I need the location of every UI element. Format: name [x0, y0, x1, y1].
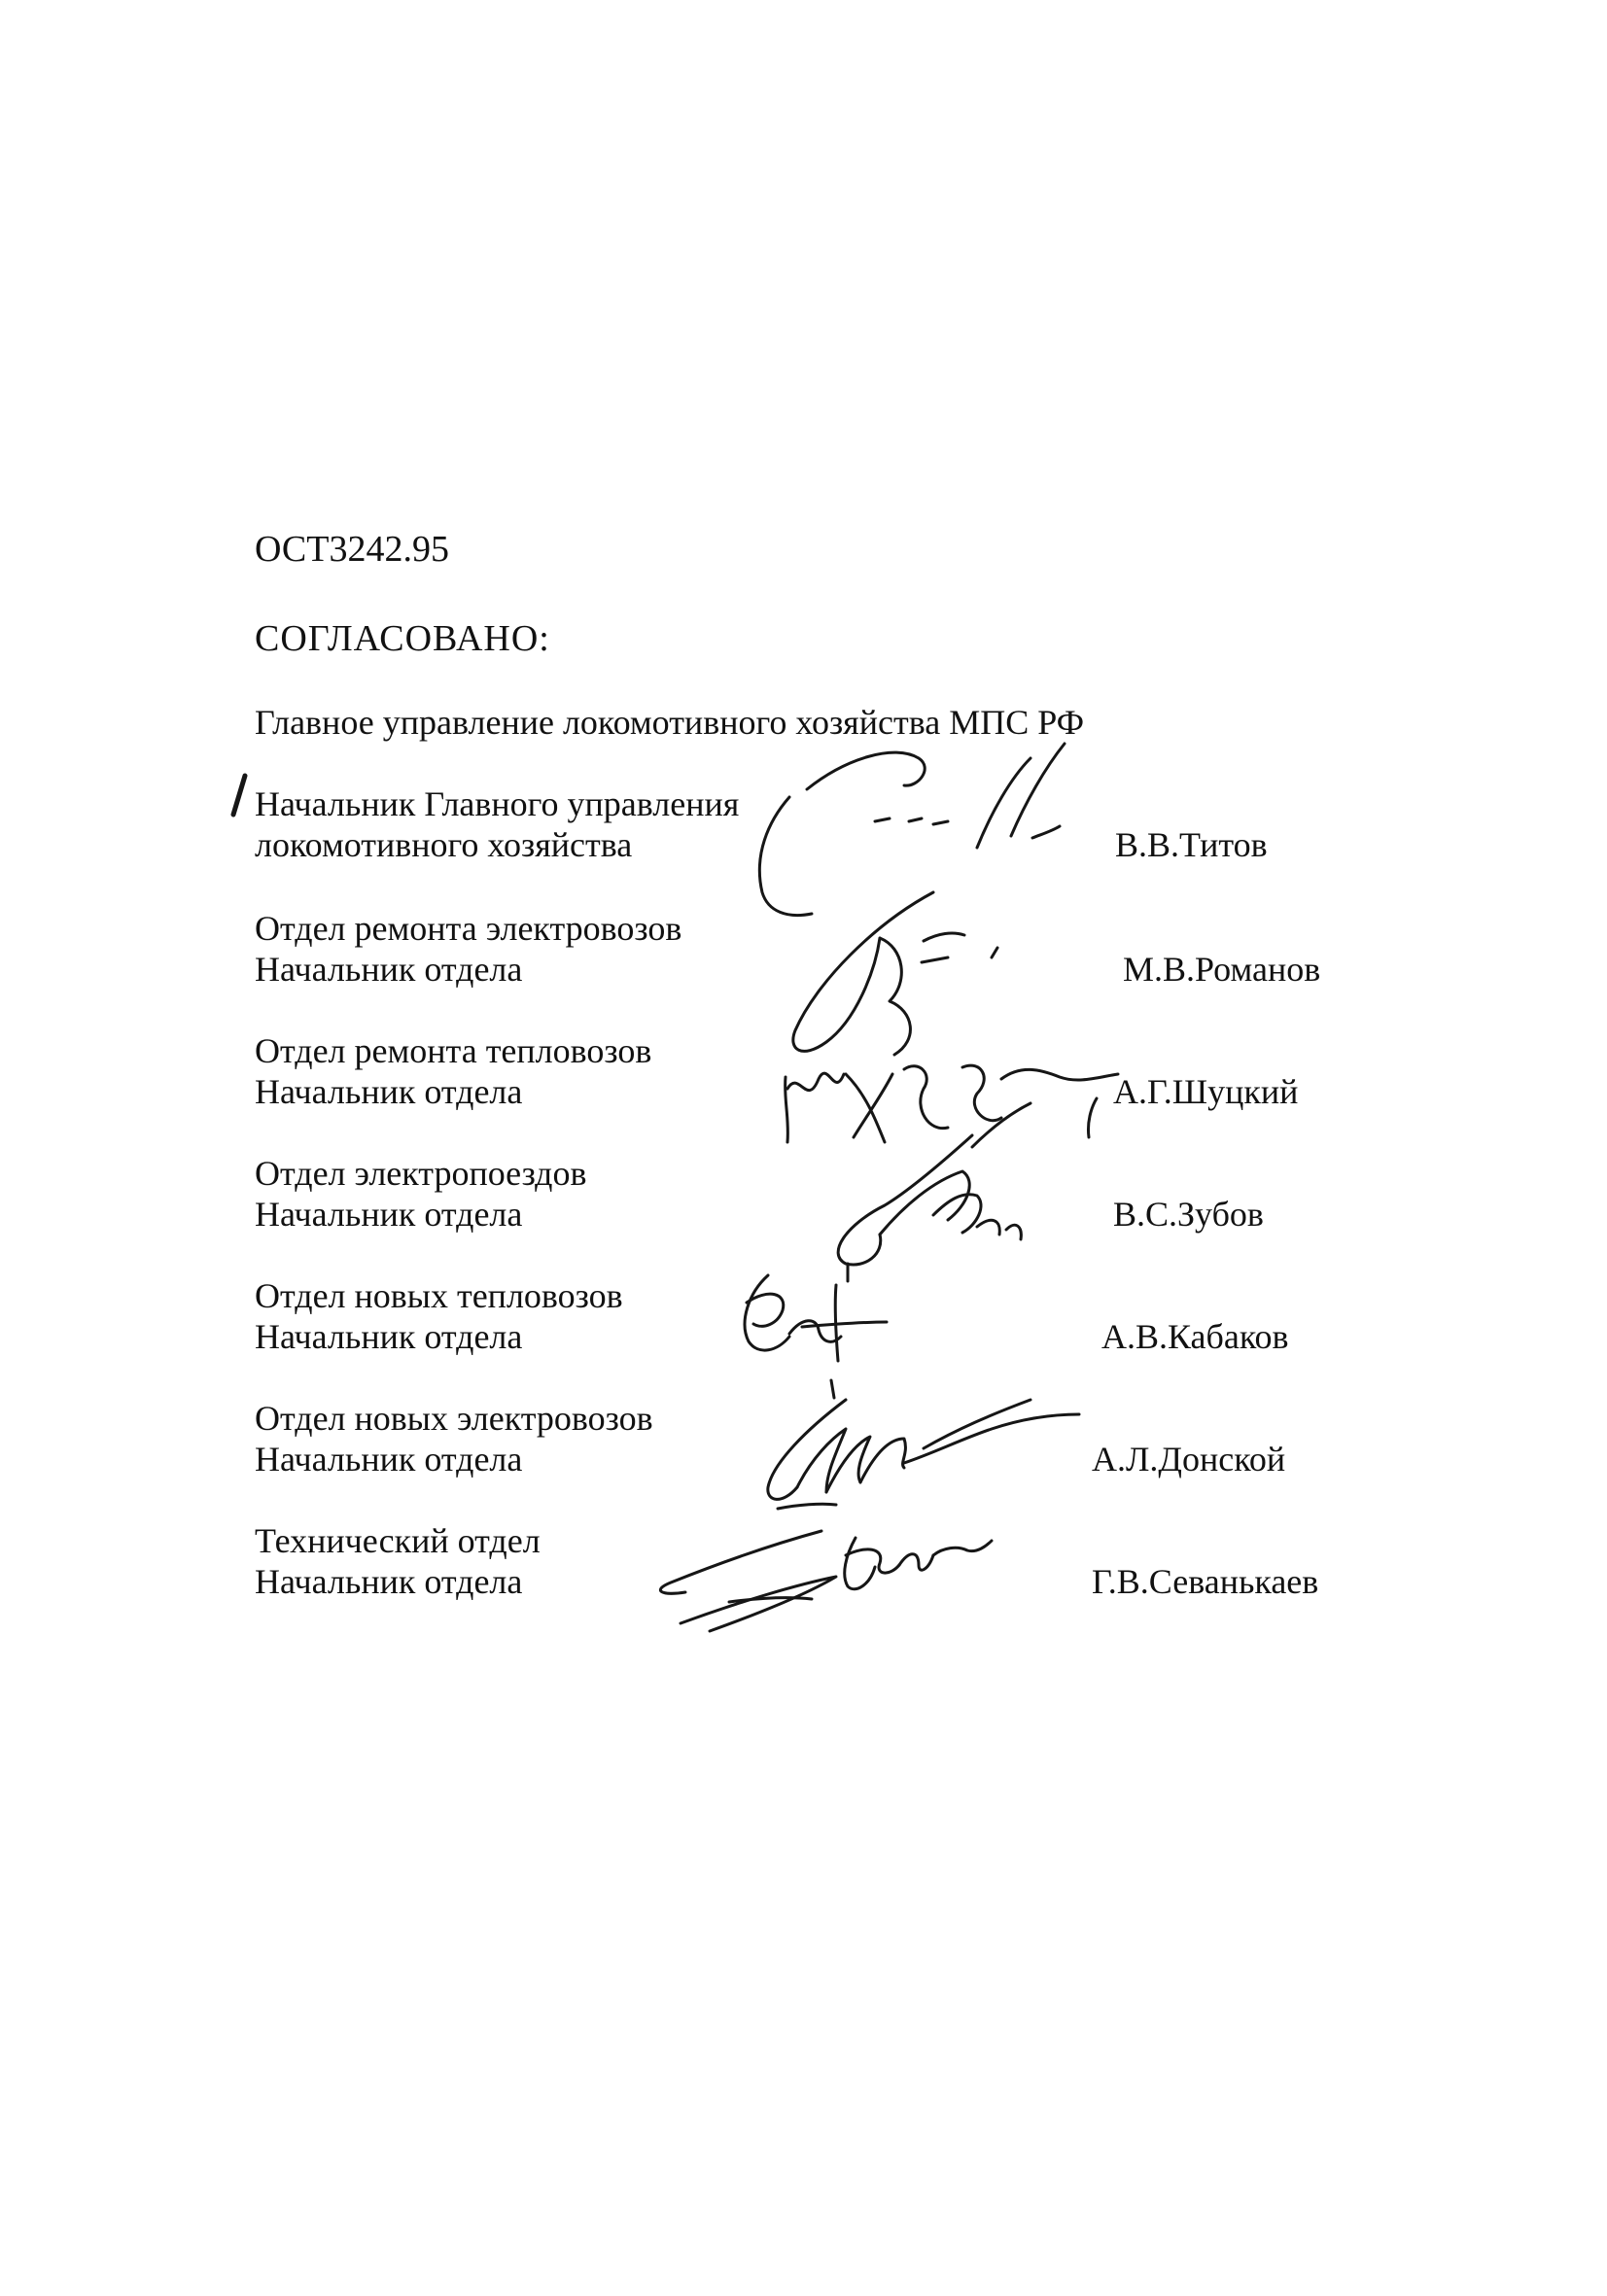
- signature-kabakov: [745, 1275, 887, 1398]
- signatory-2-line1: Отдел ремонта электровозов: [255, 909, 682, 948]
- signatory-3-line1: Отдел ремонта тепловозов: [255, 1031, 652, 1070]
- signatory-6-name: А.Л.Донской: [1092, 1440, 1286, 1478]
- signatory-5-name: А.В.Кабаков: [1101, 1317, 1289, 1356]
- document-code-suffix: .95: [402, 529, 449, 570]
- signatory-6-line2: Начальник отдела: [255, 1440, 523, 1478]
- signature-titov: [759, 744, 1065, 916]
- signatory-2-name: М.В.Романов: [1123, 950, 1321, 989]
- signature-romanov: [793, 892, 997, 1055]
- signatory-7-name: Г.В.Севанькаев: [1092, 1562, 1319, 1601]
- organization-name: Главное управление локомотивного хозяйства МПС РФ: [255, 703, 1085, 742]
- signatory-4-line1: Отдел электропоездов: [255, 1154, 587, 1193]
- signature-donskoy: [768, 1400, 1079, 1509]
- signatory-5-line1: Отдел новых тепловозов: [255, 1276, 623, 1315]
- approved-heading: СОГЛАСОВАНО:: [255, 618, 550, 659]
- margin-pen-mark: [233, 776, 245, 815]
- document-code: [255, 529, 449, 570]
- signatory-1-line2: локомотивного хозяйства: [255, 825, 633, 864]
- signatory-5-line2: Начальник отдела: [255, 1317, 523, 1356]
- signatory-7-line2: Начальник отдела: [255, 1562, 523, 1601]
- signatory-1-name: В.В.Титов: [1115, 825, 1268, 864]
- signatory-1-line1: Начальник Главного управления: [255, 784, 740, 823]
- signature-zubov: [838, 1135, 1021, 1281]
- signatory-4-name: В.С.Зубов: [1113, 1195, 1264, 1234]
- signature-sevankaev: [660, 1531, 992, 1631]
- signature-shutsky: [786, 1065, 1118, 1147]
- signatory-7-line1: Технический отдел: [255, 1521, 541, 1560]
- document-code-handwritten: 42: [366, 529, 403, 570]
- signatory-4-line2: Начальник отдела: [255, 1195, 523, 1234]
- signatory-6-line1: Отдел новых электровозов: [255, 1399, 653, 1438]
- document-code-prefix: ОСТ32: [255, 529, 367, 570]
- signatory-3-line2: Начальник отдела: [255, 1072, 523, 1111]
- signatory-3-name: А.Г.Шуцкий: [1113, 1072, 1299, 1111]
- signatory-2-line2: Начальник отдела: [255, 950, 523, 989]
